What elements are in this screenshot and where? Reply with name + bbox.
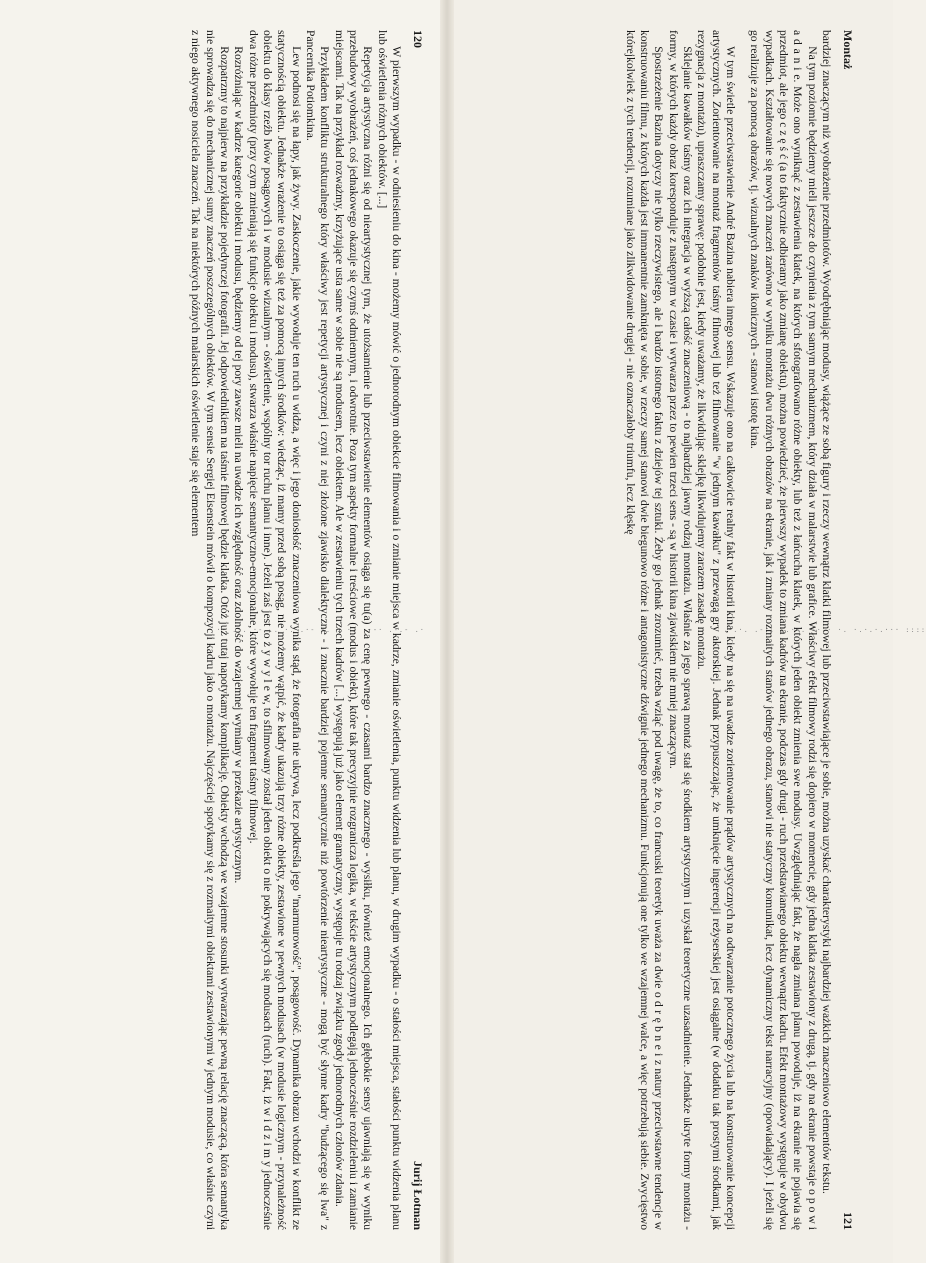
scan-artifact-right: ·.·. .-.. ..·-. -·.· ·. ·.·.·.··· :::: xyxy=(728,626,926,634)
left-running-header xyxy=(407,30,425,1230)
paragraph: Na tym poziomie będziemy mieli jeszcze do czynienia z tym samym mechanizmem, który działa w malarstwie lub grafice. Właściwy efekt filmowy rodzi się dopiero w momencie, gdy jedna klatka zestawiony z drugą, tj. gdy na ekranie powstaje o p o w i a d a n i e. Może ono wyniknąć z zestawienia klatek, na których sfotografowano różne obiekty, lub też z łańcucha klatek, w których jeden obiekt zmienia swe modusy. Uwzględniając fakt, że nagła zmiana planu powoduje, iż na ekranie nie pojawia się przedmiot, ale jego c z ę ś ć (a to faktycznie odbieramy jako zmianę obiektu), można powiedzieć, że pierwszy wypadek to zmiana kadrów na ekranie, podczas gdy drugi - ruch przedstawianego obiektu wewnątrz kadru. Efekt montażowy występuje w obydwu wypadkach. Kształtowanie się nowych znaczeń zarówno w wyniku montażu dwu różnych obrazów na ekranie, jak i zmiany rozmaitych stanów jednego obrazu, stanowi nie statyczny komunikat, lecz dynamiczny tekst narracyjny (opowiadający). I jeżeli się go realizuje za pomocą obrazów, tj. wizualnych znaków ikonicznych - stanowi istotę kina. xyxy=(748,30,819,1230)
left-running-head: Jurij Łotman xyxy=(411,1161,425,1230)
book-gutter xyxy=(440,0,454,1263)
scan-artifact-left: · ·- .-. ·- .. ·. .·- -. . ·. .·-· .-.- .· xyxy=(206,626,426,634)
right-running-header xyxy=(837,30,855,1230)
paragraph: Rozpatrzmy to najpierw na przykładzie pojedynczej fotografii. Jej odpowiednikiem na taśmie filmowej będzie klatka. Otóż już tutaj napotykamy komplikację. Obiekty wchodzą we wzajemne stosunki wytwarzając pewną relację znaczącą, która semantyka nie sprowadza się do mechanicznej sumy znaczeń poszczególnych obiektów. W tym sensie Sergiej Eisenstein mówił o kompozycji kadru jako o montażu. Najczęściej spotykamy się z rozmaitymi obiektami zestawionymi w jednym modusie, co właśnie czyni z niego aktywnego nosiciela znaczeń. Tak na niektórych późnych malarskich oświetlenie staje się elementem xyxy=(189,30,231,1230)
right-running-head: Montaż xyxy=(841,30,855,70)
paragraph: Lew podnosi się na łapy, jak żywy. Zaskoczenie, jakie wywołuje ten ruch u widza, a więc i jego doniosłość znaczeniowa wynika stąd, że fotografia nie ukrywa, lecz podkreśla jego "marmurowość", posągowość. Dynamika obrazu wchodzi w konflikt ze statycznością obiektu. Jednakże wrażenie to osiąga się też za pomocą innych środków: wiedząc, iż mamy przed sobą posąg, nie możemy wątpić, że kadry ukazują trzy różne obiekty, zestawione w pewnych modusach (w modusie logicznym - przynależność obiektu do klasy rzeźb lwów posągowych i w modusie wizualnym - oświetlenie, wspólny tor ruchu planu i inne). Jeżeli zaś jest to ż y w y l e w, to sfilmowany został jeden obiekt o nie pokrywających się modusach (ruch). Fakt, iż w i d z i m y jednocześnie dwa różne przedmioty (przy czym zmieniają się funkcje obiektu i modusu), stwarza właśnie napięcie semantyczno-emocjonalne, które wywołuje ten fragment taśmy filmowej. xyxy=(246,30,303,1230)
section-spacer xyxy=(737,30,747,1230)
paragraph: bardziej znaczącym niż wyobrażenie przedmiotów. Wyodrębniając modusy, wiążące ze sobą figury i rzeczy wewnątrz klatki filmowej lub przeciwstawiające je sobie, można uzyskać charakterystyki najbardziej ważkich znaczeniowo elementów tekstu. xyxy=(820,30,833,1194)
right-page-content xyxy=(525,30,855,1230)
right-body-text xyxy=(622,30,833,1230)
paragraph: Rozróżniając w kadrze kategorie obiektu i modusu, będziemy od tej pory zawsze mieli na uwadze ich względność oraz zdolność do wzajemnej wymiany w przekazie artystycznym. xyxy=(232,46,246,884)
paragraph: Spostrzeżenie Bazina dotyczy nie tylko rzeczywistego, ale i bardzo istotnego faktu z dziejów tej sztuki. Żeby go jednak zrozumieć, trzeba wziąć pod uwagę, że to, co francuski teoretyk uważa za dwie o d r ę b n e i z natury przeciwstawne tendencje w konstruowaniu filmu, z których każda jest immanentnie zamknięta w sobie, w rzeczy samej stanowi dwie biegunowo różne i antagonistyczne dźwignie jednego mechanizmu. Funkcjonują one tylko we wzajemnej walce, a więc potrzebują siebie. Zwycięstwo którejkolwiek z tych tendencji, rozumiane jako zlikwidowanie drugiej - nie oznaczałoby triumfu, lecz klęskę xyxy=(623,30,666,1230)
paragraph: W pierwszym wypadku - w odniesieniu do kina - możemy mówić o jednorodnym obiekcie filmowania i o zmianie miejsca w kadrze, zmianie oświetlenia, punktu widzenia lub planu, w drugim wypadku - o stałości miejsca, stałości punktu widzenia planu lub oświetlenia różnych obiektów. [...] xyxy=(375,30,403,1230)
left-page-number: 120 xyxy=(411,30,425,48)
paragraph: Sklejanie kawałków taśmy oraz ich integracja w wyższą całość znaczeniową - to najbardziej jawny rodzaj montażu. Właśnie za jego sprawą montaż stał się środkiem artystycznym i uzyskał teoretyczne uzasadnienie. Jednakże ukryte formy montażu - formy, w których każdy obraz koresponduje z następnym w czasie i wytwarza przez to pewien trzeci sens - są w historii kina zjawiskiem nie mniej znaczącym. xyxy=(666,30,694,1230)
paragraph: Repetycja artystyczna różni się od nieartystycznej tym, że utożsamienie lub przeciwstawienie elementów osiąga się tu(a) za cenę pewnego - czasami bardzo znacznego - wysiłku, również emocjonalnego. Ich głębokie sensy ujawniają się w wyniku przebudowy wyobrażeń, coś jednakowego okazuje się czymś odmiennym, i odwrotnie. Poza tym aspekty formalne i treściowe (modus i obiekt), które tak precyzyjnie rozgranicza logika, w tekście artystycznym podlegają jednocześnie rozdzieleniu i zamianie miejscami. Tak na przykład rozważmy, krzyżujące usta same w sobie nie są modusem, lecz obiektem. Ale w zestawieniu tych trzech kadrów [...] występują już jako element gramatyczny, występuje tu rodzaj związku zgody jednorodnych członów zdania. xyxy=(332,30,375,1230)
paragraph: Przykładem konfliktu strukturalnego który właściwy jest repetycji artystycznej i czyni z niej złożone zjawisko dialektyczne - i znacznie bardziej pojemne semantycznie niż powtórzenie nieartystyczne - mogą być słynne kadry "budzącego się lwa" z Pancernika Potiomkina. xyxy=(303,30,332,1230)
left-page-content xyxy=(95,30,425,1230)
right-page-number: 121 xyxy=(841,1212,855,1230)
paragraph: W tym świetle przeciwstawienie André Bazina nabiera innego sensu. Wskazuje ono na całkowicie realny fakt w historii kina, kiedy na się na uwadze zorientowanie prądów artystycznych na odtwarzanie potocznego życia lub na konstruowanie koncepcji artystycznych. Zorientowanie na montaż fragmentów taśmy filmowej lub też filmowanie "w jednym kawałku" z przewagą gry aktorskiej. Jednak przypuszczając, że umknięcie ingerencji reżyserskiej jest osiągalne (w dodatku tak prostymi środkami, jak rezygnacja z montażu), upraszczamy sprawę: podobnie jest, kiedy uważamy, że likwidując sklejkę likwidujemy zarazem zasadę montażu. xyxy=(695,30,737,1230)
